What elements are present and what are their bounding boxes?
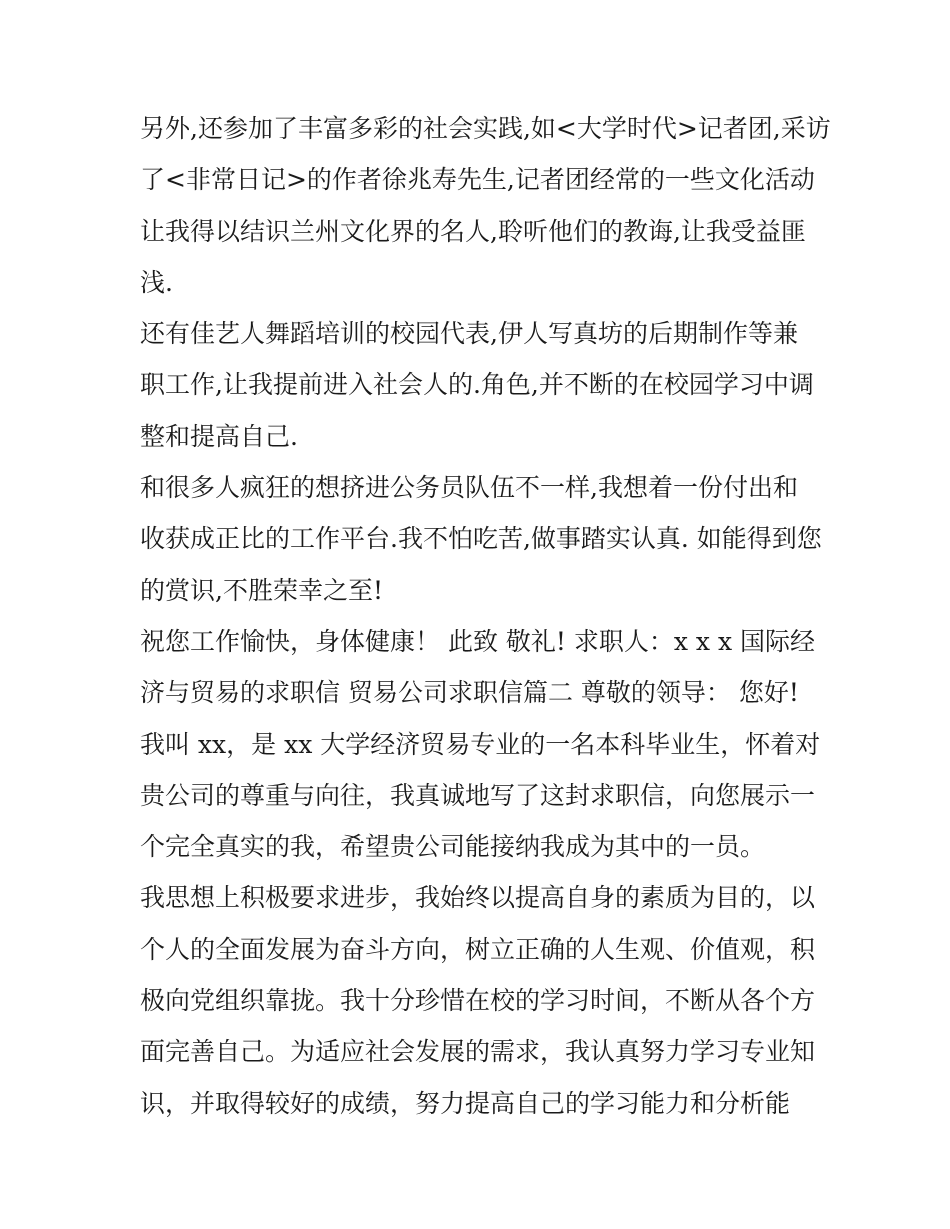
text-line: 极向党组织靠拢。我十分珍惜在校的学习时间，不断从各个方 [140, 986, 816, 1016]
text-line: 我叫 xx，是 xx 大学经济贸易专业的一名本科毕业生，怀着对 [140, 729, 821, 759]
text-line: 职工作,让我提前进入社会人的.角色,并不断的在校园学习中调 [140, 370, 814, 400]
body-text [140, 103, 831, 1129]
text-line: 还有佳艺人舞蹈培训的校园代表,伊人写真坊的后期制作等兼 [140, 319, 798, 349]
text-line: 收获成正比的工作平台.我不怕吃苦,做事踏实认真. 如能得到您 [140, 524, 822, 554]
text-line: 我思想上积极要求进步，我始终以提高自身的素质为目的，以 [140, 883, 816, 913]
text-line: 让我得以结识兰州文化界的名人,聆听他们的教诲,让我受益匪 [140, 216, 806, 246]
text-line: 了<非常日记>的作者徐兆寿先生,记者团经常的一些文化活动 [140, 165, 815, 195]
text-line: 面完善自己。为适应社会发展的需求，我认真努力学习专业知 [140, 1037, 816, 1067]
text-line: 个完全真实的我，希望贵公司能接纳我成为其中的一员。 [140, 832, 766, 862]
text-line: 识，并取得较好的成绩，努力提高自己的学习能力和分析能 [140, 1088, 791, 1118]
text-line: 和很多人疯狂的想挤进公务员队伍不一样,我想着一份付出和 [140, 473, 798, 503]
text-line: 个人的全面发展为奋斗方向，树立正确的人生观、价值观，积 [140, 934, 816, 964]
text-line: 祝您工作愉快，身体健康！ 此致 敬礼! 求职人：x x x 国际经 [140, 626, 816, 656]
text-line: 贵公司的尊重与向往，我真诚地写了这封求职信，向您展示一 [140, 780, 816, 810]
text-line: 另外,还参加了丰富多彩的社会实践,如<大学时代>记者团,采访 [140, 114, 831, 143]
text-line: 浅. [140, 267, 173, 297]
text-line: 济与贸易的求职信 贸易公司求职信篇二 尊敬的领导： 您好! [140, 678, 799, 708]
text-line: 的赏识,不胜荣幸之至! [140, 575, 383, 605]
text-line: 整和提高自己. [140, 421, 298, 451]
